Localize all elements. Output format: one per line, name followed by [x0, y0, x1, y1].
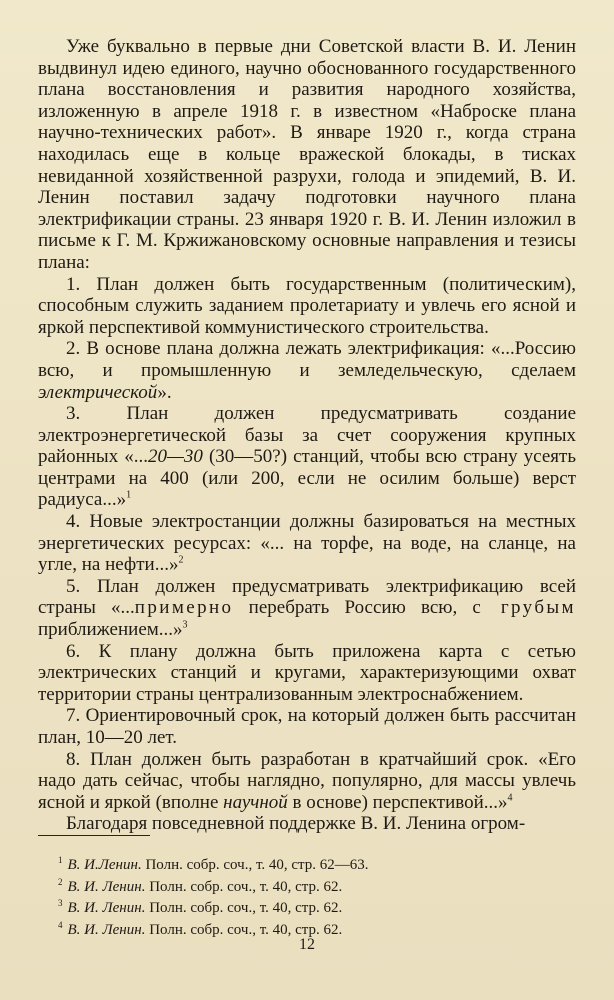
main-text	[38, 36, 576, 835]
footnote-4	[58, 917, 578, 939]
spaced-run: примерно	[134, 597, 234, 619]
footnotes	[58, 852, 578, 938]
footnote-mark: 3	[58, 898, 63, 908]
paragraph-point-1: 1. План должен быть государственным (политическим), способным служить заданием пролетариату и увлечь его ясной и яркой перспективой коммунистического строительства.	[38, 273, 576, 338]
footnote-author: В. И. Ленин.	[67, 900, 146, 916]
footnote-ref: 1	[126, 490, 132, 502]
paragraph-intro: Уже буквально в первые дни Советской власти В. И. Ленин выдвинул идею единого, научно обоснованного государственного плана восстановления и развития народного хозяйства, изложенную в апреле 1918 г. в известном «Наброске плана научно-технических работ». В январе 1920 г., когда страна находилась еще в кольце вражеской блокады, в тисках невиданной хозяйственной разрухи, голода и эпидемий, В. И. Ленин поставил задачу подготовки научного плана электрификации страны. 23 января 1920 г. В. И. Ленин изложил в письме к Г. М. Кржижановскому основные направления и тезисы плана:	[38, 36, 576, 273]
italic-run: 20—30	[148, 446, 203, 468]
footnote-text: Полн. собр. соч., т. 40, стр. 62.	[145, 921, 343, 938]
footnote-divider	[38, 835, 150, 836]
text-run: перебрать Россию всю,	[233, 597, 473, 619]
footnote-mark: 4	[58, 919, 63, 930]
paragraph-point-7: 7. Ориентировочный срок, на который должен быть рассчитан план, 10—20 лет.	[38, 705, 576, 748]
footnote-2	[58, 874, 578, 896]
footnote-text: Полн. собр. соч., т. 40, стр. 62—63.	[141, 857, 369, 873]
text-run: 3. План должен предусматривать создание электроэнергетической базы за счет сооружения крупных районных «...	[38, 403, 576, 468]
text-run: приближением...»	[38, 619, 183, 641]
text-run: 5. План должен предусматривать электрификацию всей страны «...	[38, 575, 576, 619]
text-run: 2. В основе плана должна лежать электрификация: «...Россию всю, и промышленную и земледельческую, сделаем	[38, 338, 576, 381]
paragraph-closing: Благодаря повседневной поддержке В. И. Ленина огром-	[66, 813, 526, 835]
footnote-3	[58, 895, 578, 917]
footnote-ref: 2	[178, 554, 184, 566]
footnote-1	[58, 852, 578, 874]
footnote-text: Полн. собр. соч., т. 40, стр. 62.	[145, 900, 343, 916]
text-run: ».	[157, 381, 172, 403]
footnote-author: В. И.Ленин.	[67, 857, 142, 873]
footnote-ref: 4	[507, 792, 513, 804]
text-run: в основе) перспективой...»	[287, 791, 508, 813]
footnote-text: Полн. собр. соч., т. 40, стр. 62.	[145, 878, 343, 895]
italic-run: научной	[223, 791, 288, 813]
paragraph-point-6: 6. К плану должна быть приложена карта с сетью электрических станций и кругами, характеризующими охват территории страны централизованным электроснабжением.	[38, 640, 576, 705]
paragraph-point-8	[38, 749, 576, 814]
spaced-run: с грубым	[472, 597, 576, 619]
text-run: 8. План должен быть разработан в кратчайший срок. «Его надо дать сейчас, чтобы наглядно, популярно, для массы увлечь ясной и яркой (вполне	[38, 748, 576, 813]
paragraph-point-2	[38, 338, 576, 403]
paragraph-point-5	[38, 576, 576, 641]
footnote-author: В. И. Ленин.	[67, 921, 146, 938]
text-run: (30—50?) станций, чтобы всю страну усеять центрами на 400 (или 200, если не осилим больше) верст радиуса...»	[38, 446, 576, 511]
text-run: 4. Новые электростанции должны базироваться на местных энергетических ресурсах: «... на торфе, на воде, на сланце, на угле, на нефти...»	[38, 511, 576, 576]
paragraph-point-4	[38, 511, 576, 576]
italic-run: электрической	[38, 381, 158, 403]
footnote-mark: 2	[58, 876, 63, 887]
paragraph-point-3	[38, 403, 576, 511]
footnote-author: В. И. Ленин.	[67, 878, 146, 895]
footnote-ref: 3	[182, 619, 188, 631]
footnote-mark: 1	[58, 855, 63, 865]
page-number: 12	[299, 936, 315, 953]
